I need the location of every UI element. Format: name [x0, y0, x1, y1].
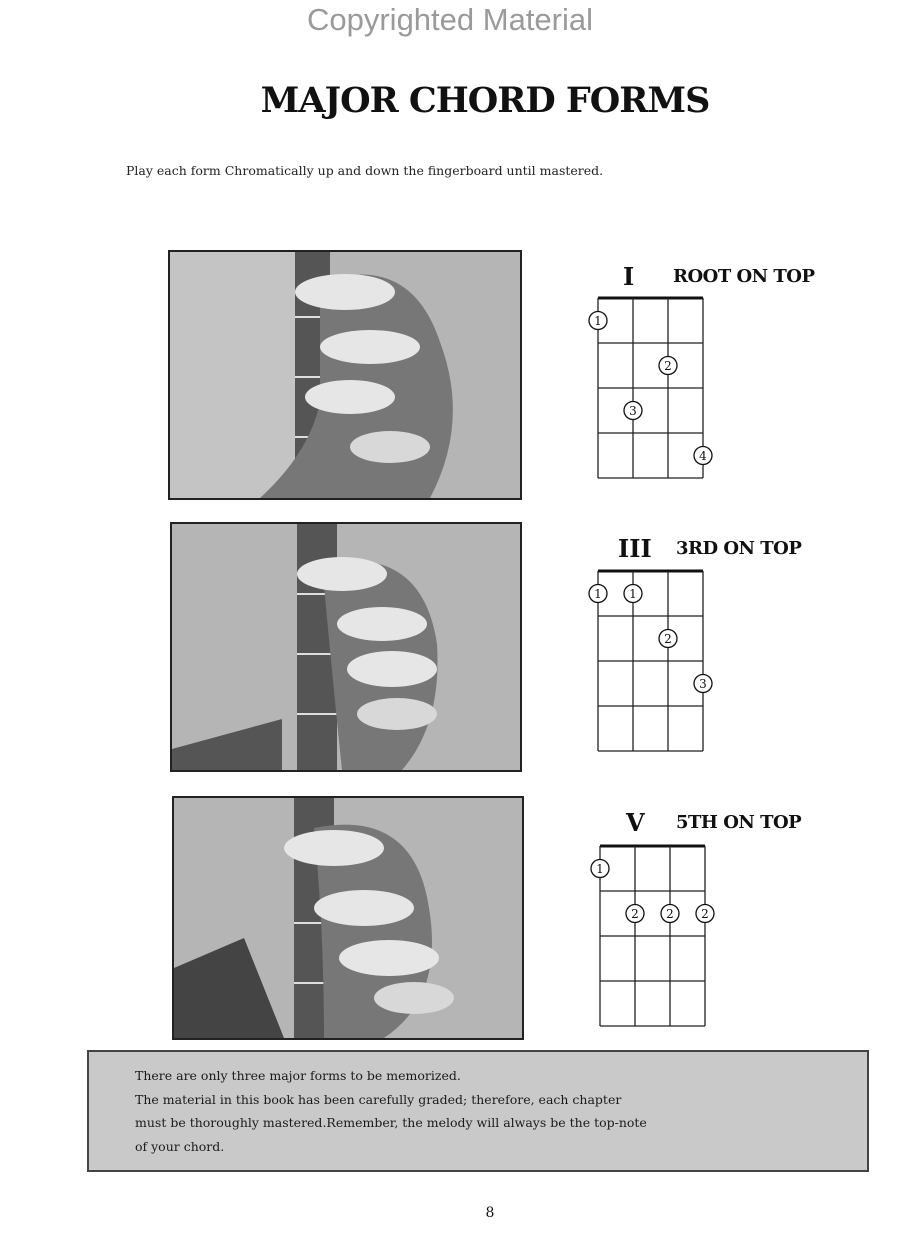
note-line-4: of your chord.	[135, 1139, 225, 1154]
instructions-text: Play each form Chromatically up and down the fingerboard until mastered.	[126, 163, 604, 178]
finger-number: 2	[701, 907, 709, 921]
hand-photo-root-on-top	[168, 250, 522, 500]
page-title: MAJOR CHORD FORMS	[260, 80, 710, 121]
finger-number: 3	[699, 677, 707, 691]
form-label-1: ROOT ON TOP	[673, 266, 815, 287]
chord-diagram-root-on-top	[580, 292, 720, 487]
finger-number: 1	[594, 587, 602, 601]
finger-number: 3	[629, 404, 637, 418]
watermark: Copyrighted Material	[306, 2, 594, 37]
form-label-2: 3RD ON TOP	[676, 538, 802, 559]
finger-number: 4	[699, 449, 707, 463]
finger-number: 2	[631, 907, 639, 921]
hand-photo-3rd-on-top	[170, 522, 522, 772]
note-line-2: The material in this book has been carefully graded; therefore, each chapter	[135, 1092, 622, 1107]
finger-number: 2	[664, 359, 672, 373]
finger-number: 1	[596, 862, 604, 876]
finger-number: 2	[664, 632, 672, 646]
page-number: 8	[485, 1205, 495, 1221]
finger-number: 1	[629, 587, 637, 601]
finger-number: 2	[666, 907, 674, 921]
chord-diagram-3rd-on-top	[580, 565, 720, 755]
form-numeral-3: V	[626, 808, 645, 837]
note-line-1: There are only three major forms to be memorized.	[135, 1068, 461, 1083]
form-numeral-1: I	[623, 262, 635, 291]
chord-diagram-5th-on-top	[582, 840, 722, 1030]
hand-photo-5th-on-top	[172, 796, 524, 1040]
note-line-3: must be thoroughly mastered.Remember, the melody will always be the top-note	[135, 1115, 647, 1130]
note-box	[87, 1050, 869, 1172]
form-numeral-2: III	[618, 534, 652, 563]
finger-number: 1	[594, 314, 602, 328]
form-label-3: 5TH ON TOP	[676, 812, 802, 833]
